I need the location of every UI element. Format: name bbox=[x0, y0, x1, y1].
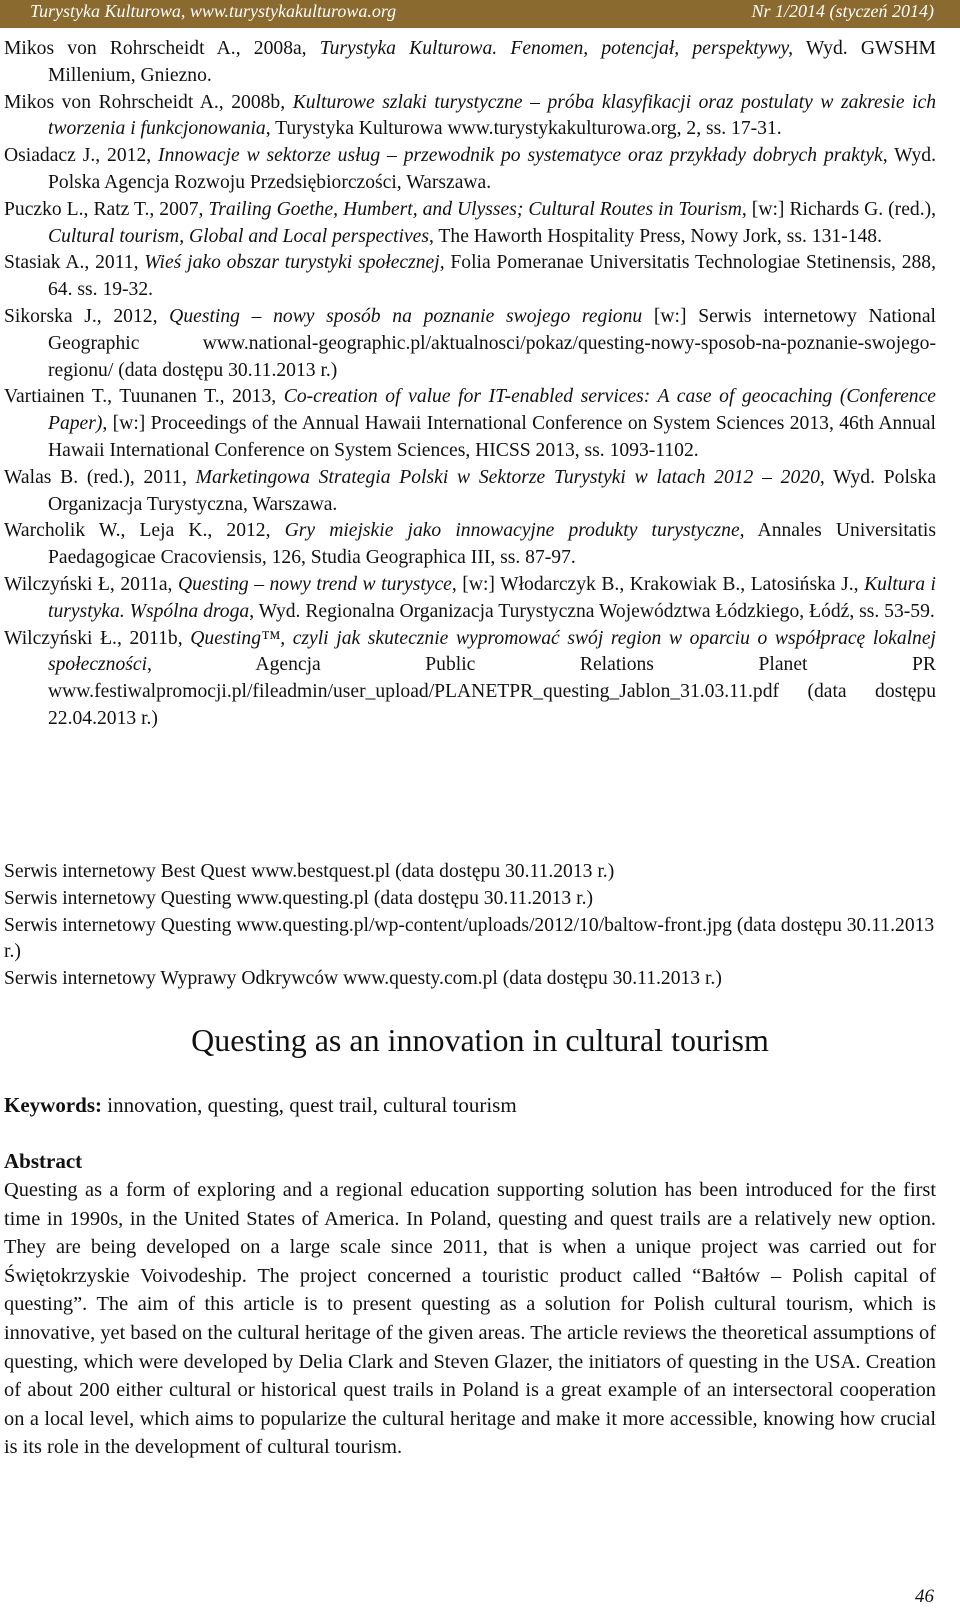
reference-item: Puczko L., Ratz T., 2007, Trailing Goethe, Humbert, and Ulysses; Cultural Routes in Tourism, [w:] Richards G. (red.), Cultural tourism, Global and Local perspectives, The Haworth Hospitality Press, Nowy Jork, ss. 131-148. bbox=[4, 198, 937, 247]
reference-item: Osiadacz J., 2012, Innowacje w sektorze usług – przewodnik po systematyce oraz przykłady dobrych praktyk, Wyd. Polska Agencja Rozwoju Przedsiębiorczości, Warszawa. bbox=[4, 145, 936, 193]
abstract-heading: Abstract bbox=[4, 1149, 83, 1173]
web-source-item: Serwis internetowy Wyprawy Odkrywców www.questy.com.pl (data dostępu 30.11.2013 r.) bbox=[4, 968, 722, 990]
reference-item: Mikos von Rohrscheidt A., 2008a, Turystyka Kulturowa. Fenomen, potencjał, perspektywy, Wyd. GWSHM Millenium, Gniezno. bbox=[4, 38, 936, 86]
reference-item: Vartiainen T., Tuunanen T., 2013, Co-creation of value for IT-enabled services: A case of geocaching (Conference Paper), [w:] Proceedings of the Annual Hawaii International Conference on System Sciences 2013, 46th Annual Hawaii International Conference on System Sciences, HICSS 2013, ss. 1093-1102. bbox=[4, 386, 936, 461]
journal-title: Turystyka Kulturowa, www.turystykakulturowa.org bbox=[30, 1, 397, 21]
keywords-label: Keywords: bbox=[4, 1093, 102, 1117]
reference-item: Warcholik W., Leja K., 2012, Gry miejskie jako innowacyjne produkty turystyczne, Annales Universitatis Paedagogicae Cracoviensis, 126, Studia Geographica III, ss. 87-97. bbox=[4, 520, 937, 569]
web-source-item: Serwis internetowy Questing www.questing.pl (data dostępu 30.11.2013 r.) bbox=[4, 887, 593, 909]
article-title: Questing as an innovation in cultural tourism bbox=[191, 1022, 769, 1058]
page-number: 46 bbox=[915, 1586, 934, 1607]
web-source-item: Serwis internetowy Best Quest www.bestquest.pl (data dostępu 30.11.2013 r.) bbox=[4, 861, 615, 882]
running-header bbox=[0, 0, 960, 28]
keywords-line bbox=[4, 1092, 517, 1118]
reference-item: Wilczyński Ł, 2011a, Questing – nowy trend w turystyce, [w:] Włodarczyk B., Krakowiak B., Latosińska J., Kultura i turystyka. Wspólna droga, Wyd. Regionalna Organizacja Turystyczna Województwa Łódzkiego, Łódź, ss. 53-59. bbox=[4, 573, 936, 622]
issue-number: Nr 1/2014 (styczeń 2014) bbox=[751, 1, 934, 21]
web-source-item: Serwis internetowy Questing www.questing.pl/wp-content/uploads/2012/10/baltow-front.jpg (data dostępu 30.11.2013 r.) bbox=[4, 914, 935, 963]
reference-item: Walas B. (red.), 2011, Marketingowa Strategia Polski w Sektorze Turystyki w latach 2012 – 2020, Wyd. Polska Organizacja Turystyczna, Warszawa. bbox=[4, 466, 937, 515]
reference-item: Sikorska J., 2012, Questing – nowy sposób na poznanie swojego regionu [w:] Serwis internetowy National Geographic www.national-geographic.pl/aktualnosci/pokaz/questing-nowy-sposob-na-poznanie-swojego-regionu/ (data dostępu 30.11.2013 r.) bbox=[4, 305, 936, 381]
reference-item: Mikos von Rohrscheidt A., 2008b, Kulturowe szlaki turystyczne – próba klasyfikacji oraz postulaty w zakresie ich tworzenia i funkcjonowania, Turystyka Kulturowa www.turystykakulturowa.org, 2, ss. 17-31. bbox=[4, 91, 937, 140]
keywords-text: innovation, questing, quest trail, cultural tourism bbox=[102, 1093, 517, 1117]
reference-item: Stasiak A., 2011, Wieś jako obszar turystyki społecznej, Folia Pomeranae Universitatis Technologiae Stetinensis, 288, 64. ss. 19-32. bbox=[4, 252, 936, 301]
reference-list bbox=[4, 36, 936, 733]
web-sources-list bbox=[4, 859, 936, 993]
abstract-text: Questing as a form of exploring and a regional education supporting solution has been introduced for the first time in 1990s, in the United States of America. In Poland, questing and quest trails are a relatively new option. They are being developed on a large scale since 2011, that is when a unique project was carried out for Świętokrzyskie Voivodeship. The project concerned a touristic product called “Bałtów – Polish capital of questing”. The aim of this article is to present questing as a solution for Polish cultural tourism, which is innovative, yet based on the cultural heritage of the given areas. The article reviews the theoretical assumptions of questing, which were developed by Delia Clark and Steven Glazer, the initiators of questing in the USA. Creation of about 200 either cultural or historical quest trails in Poland is a great example of an intersectoral cooperation on a local level, which aims to popularize the cultural heritage and make it more accessible, knowing how crucial is its role in the development of cultural tourism. bbox=[4, 1179, 936, 1459]
reference-item: Wilczyński Ł., 2011b, Questing™, czyli jak skutecznie wypromować swój region w oparciu o współpracę lokalnej społeczności, Agencja Public Relations Planet PR www.festiwalpromocji.pl/fileadmin/user_upload/PLANETPR_questing_Jablon_31.03.11.pdf (data dostępu 22.04.2013 r.) bbox=[4, 627, 936, 729]
